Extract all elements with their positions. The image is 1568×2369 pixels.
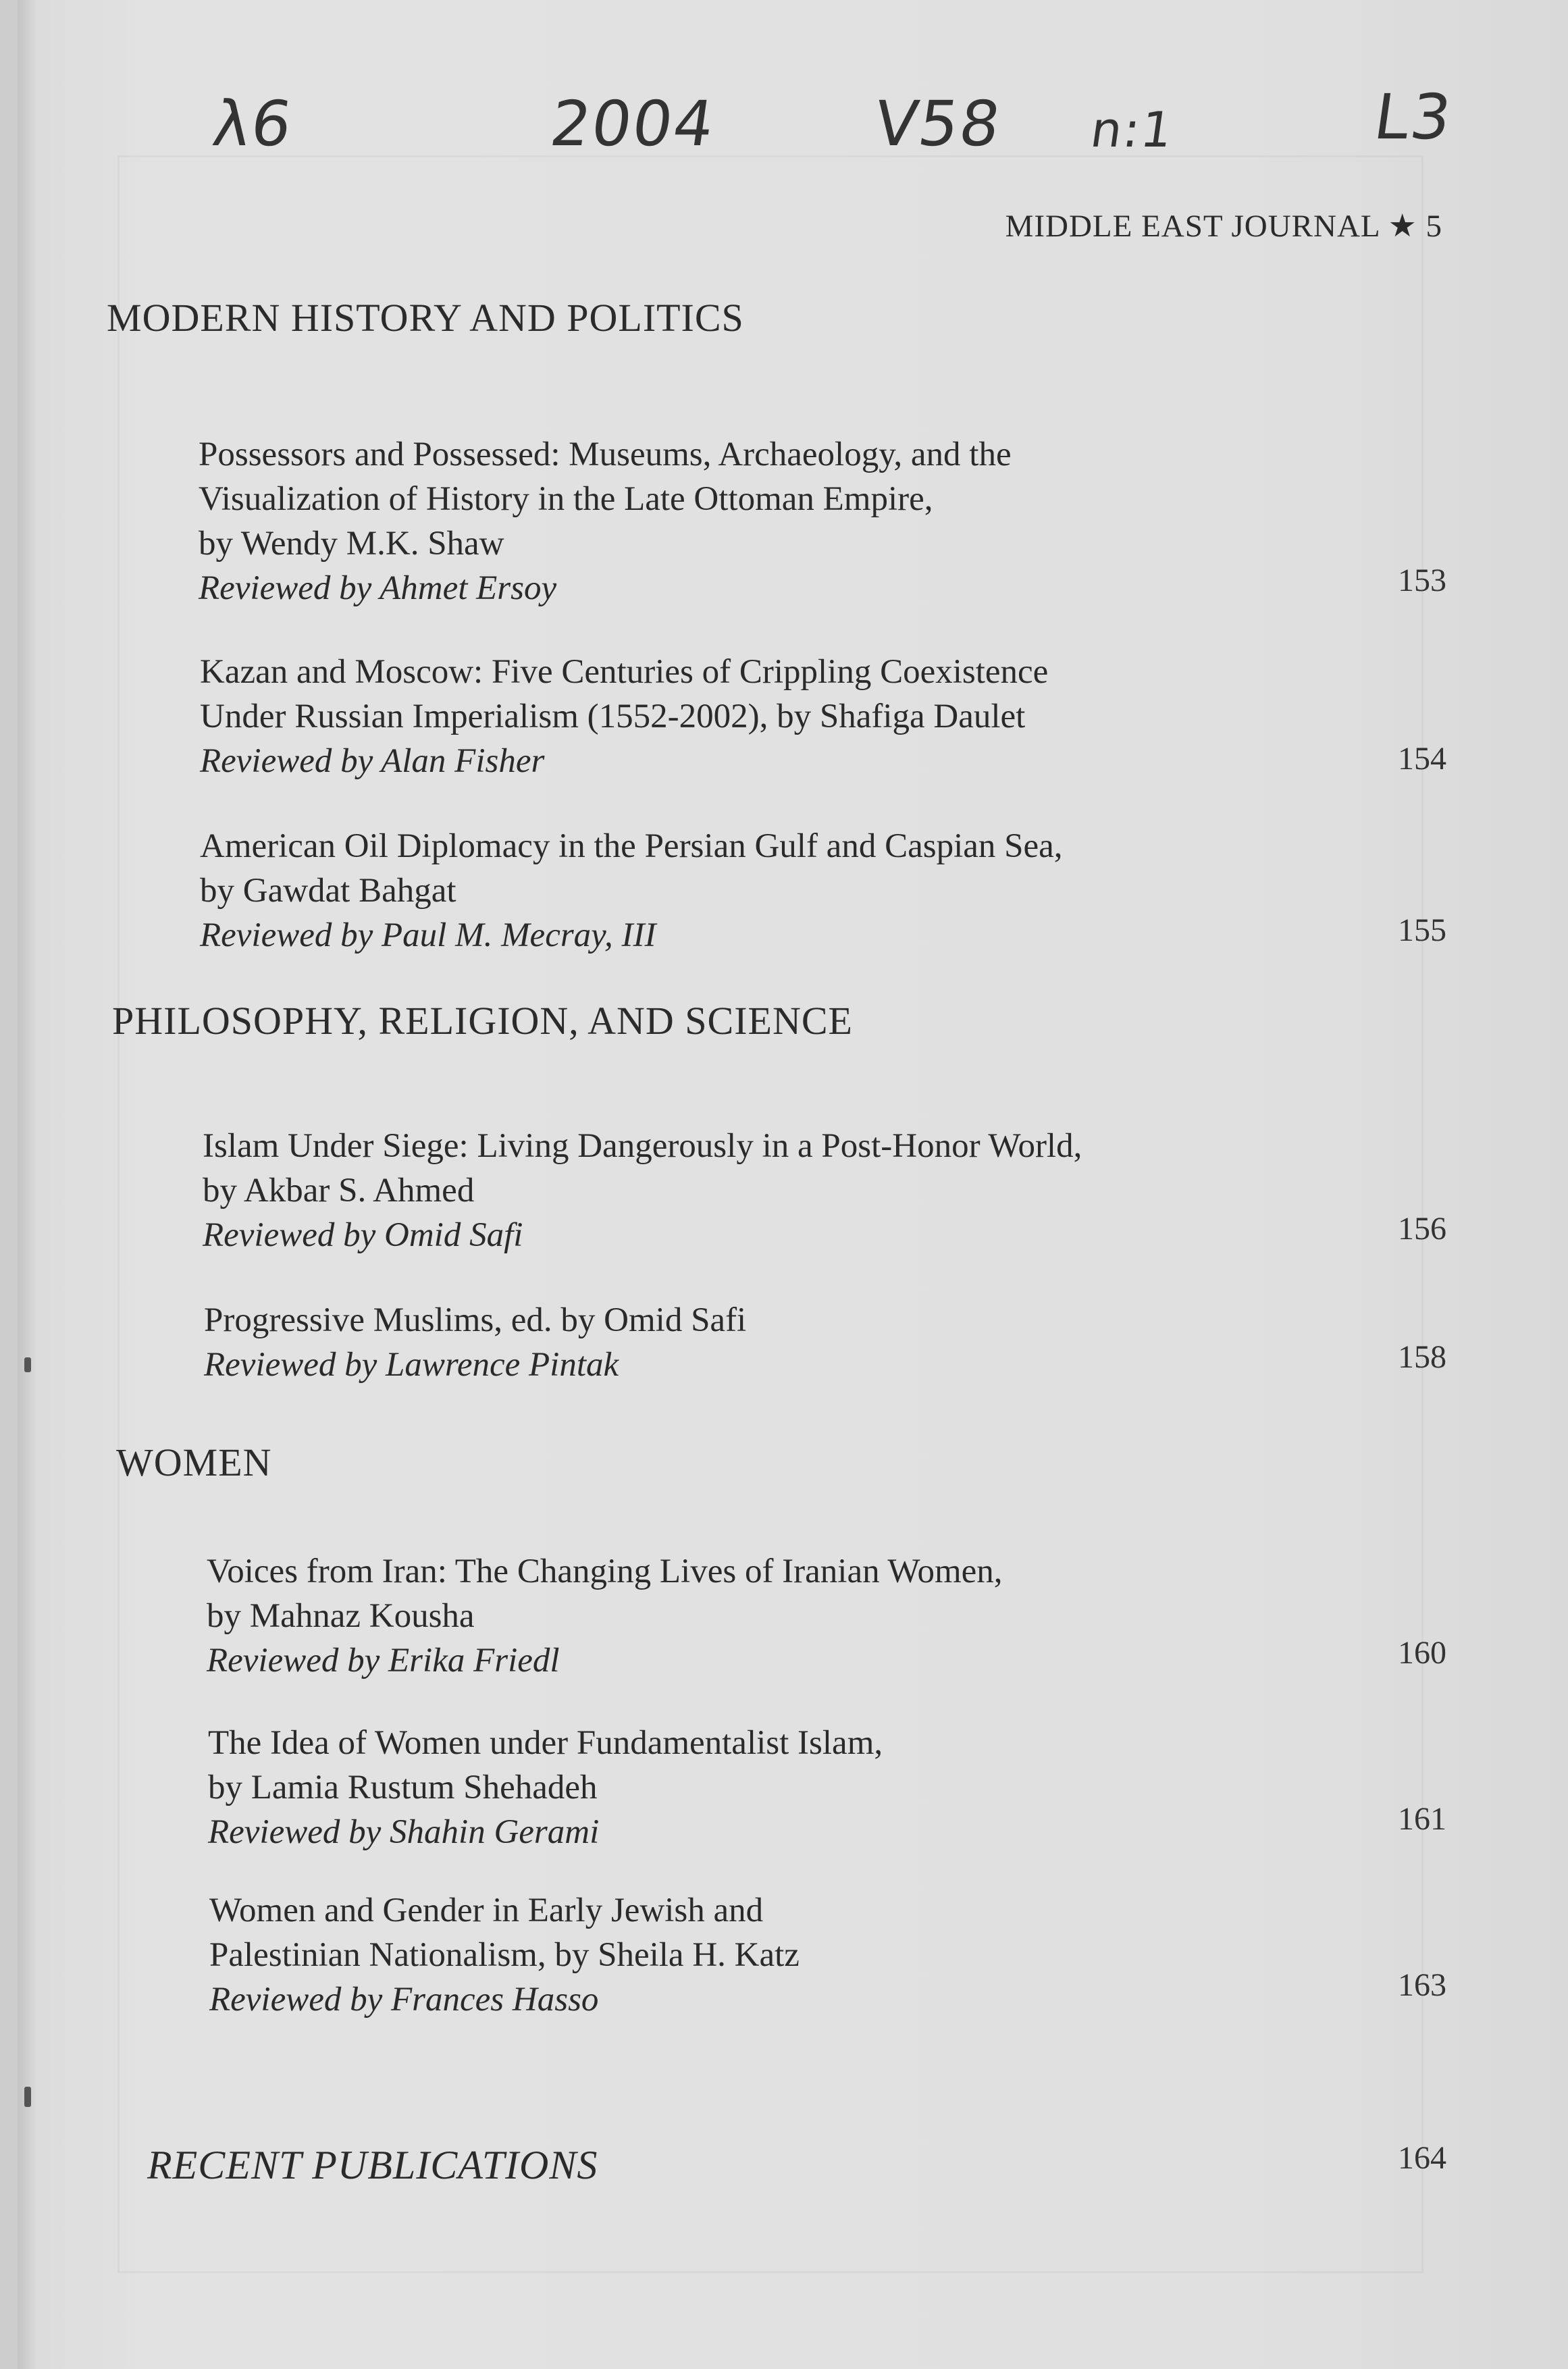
review-entry (209, 1888, 800, 2022)
page-number: 160 (1398, 1635, 1446, 1671)
entry-title-line: Palestinian Nationalism, by Sheila H. Katz (209, 1936, 800, 1974)
entry-title-line: Women and Gender in Early Jewish and (209, 1892, 764, 1929)
journal-page (18, 0, 1568, 2369)
entry-reviewer: Reviewed by Ahmet Ersoy (199, 569, 557, 607)
page-number: 158 (1398, 1339, 1446, 1375)
spine-mark (24, 1357, 31, 1372)
section-heading: PHILOSOPHY, RELIGION, AND SCIENCE (112, 999, 853, 1043)
entry-reviewer: Reviewed by Erika Friedl (207, 1642, 560, 1680)
entry-reviewer: Reviewed by Omid Safi (203, 1216, 523, 1254)
handwritten-note: λ6 (208, 88, 298, 160)
entry-reviewer: Reviewed by Shahin Gerami (208, 1813, 600, 1851)
handwritten-note: n:1 (1087, 101, 1178, 158)
page-number: 155 (1398, 912, 1446, 948)
entry-title-line: Islam Under Siege: Living Dangerously in a Post-Honor World, (203, 1127, 1082, 1165)
review-entry (207, 1549, 1003, 1683)
entry-title-line: Kazan and Moscow: Five Centuries of Crippling Coexistence (200, 653, 1049, 691)
review-entry (203, 1124, 1082, 1257)
entry-title-line: Under Russian Imperialism (1552-2002), by Shafiga Daulet (200, 698, 1026, 735)
entry-title-line: by Akbar S. Ahmed (203, 1172, 475, 1209)
entry-title-line: by Gawdat Bahgat (200, 872, 456, 910)
entry-reviewer: Reviewed by Frances Hasso (209, 1981, 599, 2019)
review-entry (200, 650, 1048, 783)
spine-mark (24, 2087, 31, 2107)
page-number: 163 (1398, 1967, 1446, 2003)
review-entry (200, 824, 1063, 958)
review-entry (204, 1298, 746, 1387)
entry-title-line: by Mahnaz Kousha (207, 1597, 475, 1635)
review-entry (199, 432, 1012, 610)
handwritten-note: L3 (1369, 81, 1457, 153)
running-header: MIDDLE EAST JOURNAL ★ 5 (1005, 209, 1442, 244)
handwritten-note: V58 (870, 88, 1006, 160)
section-heading: MODERN HISTORY AND POLITICS (107, 296, 744, 340)
handwritten-note: 2004 (546, 88, 720, 160)
page-number: 161 (1398, 1801, 1446, 1837)
entry-title-line: Possessors and Possessed: Museums, Archaeology, and the (199, 436, 1012, 473)
section-heading: WOMEN (116, 1440, 272, 1484)
entry-reviewer: Reviewed by Paul M. Mecray, III (200, 916, 656, 954)
entry-title-line: by Lamia Rustum Shehadeh (208, 1769, 598, 1806)
entry-title-line: Voices from Iran: The Changing Lives of Iranian Women, (207, 1553, 1003, 1590)
page-number: 154 (1398, 741, 1446, 777)
page-number: 156 (1398, 1211, 1446, 1247)
entry-title-line: by Wendy M.K. Shaw (199, 525, 504, 563)
entry-title-line: American Oil Diplomacy in the Persian Gulf and Caspian Sea, (200, 827, 1063, 865)
entry-title-line: Visualization of History in the Late Ottoman Empire, (199, 480, 933, 518)
review-entry (208, 1721, 883, 1854)
entry-reviewer: Reviewed by Alan Fisher (200, 742, 545, 780)
entry-reviewer: Reviewed by Lawrence Pintak (204, 1346, 619, 1384)
entry-title-line: The Idea of Women under Fundamentalist Islam, (208, 1724, 883, 1762)
recent-publications-heading: RECENT PUBLICATIONS (147, 2143, 598, 2187)
page-number: 153 (1398, 563, 1446, 598)
page-number: 164 (1398, 2140, 1446, 2176)
entry-title-line: Progressive Muslims, ed. by Omid Safi (204, 1301, 747, 1339)
